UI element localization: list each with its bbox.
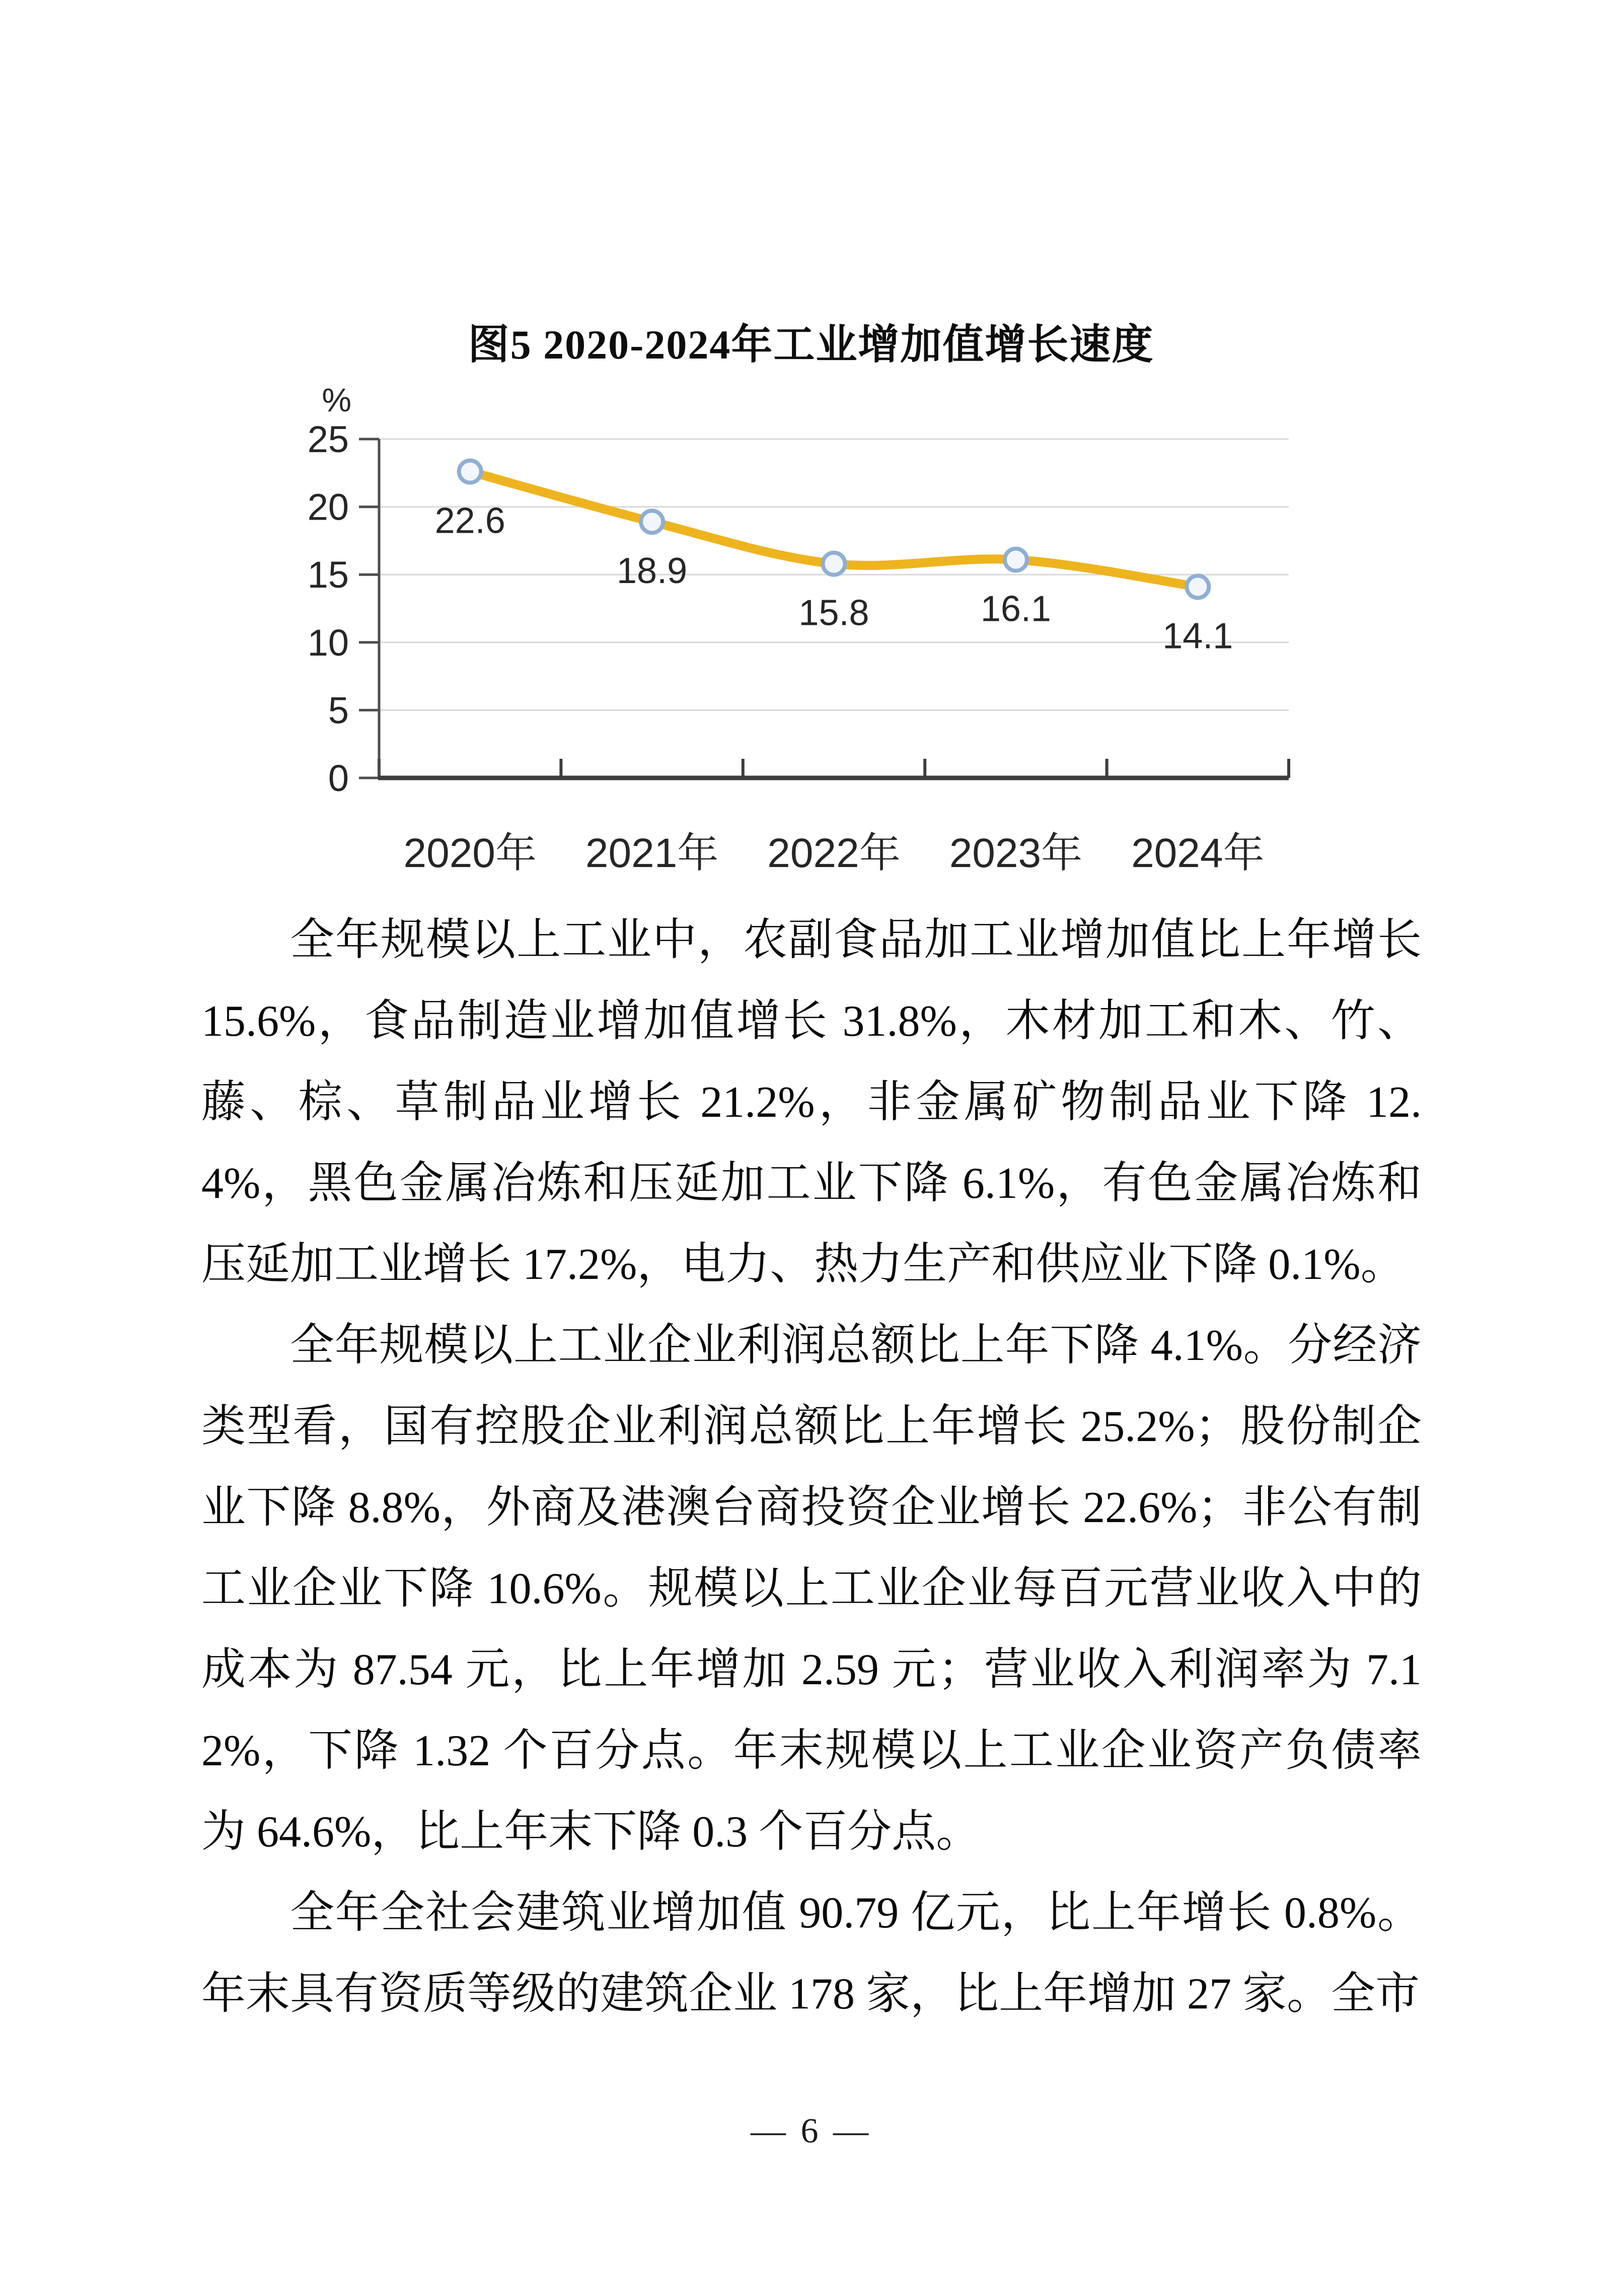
y-tick-label: 5 (328, 689, 349, 732)
x-axis-label: 2021年 (585, 830, 719, 876)
y-tick-label: 25 (307, 418, 349, 460)
chart-title: 图5 2020-2024年工业增加值增长速度 (468, 322, 1154, 368)
growth-line-chart (201, 383, 1421, 891)
figure-5-block (201, 317, 1421, 891)
y-tick-label: 0 (328, 757, 349, 799)
body-paragraph: 全年规模以上工业中，农副食品加工业增加值比上年增长 15.6%，食品制造业增加值增长 31.8%，木材加工和木、竹、藤、棕、草制品业增长 21.2%，非金属矿物制品业下降 12.4%，黑色金属冶炼和压延加工业下降 6.1%，有色金属冶炼和压延加工业增长 17.2%，电力、热力生产和供应业下降 0.1%。 (201, 916, 1422, 1289)
data-point-marker (1187, 576, 1209, 598)
x-axis-label: 2024年 (1131, 830, 1265, 876)
data-point-marker (459, 461, 481, 483)
y-tick-label: 15 (307, 554, 349, 596)
body-text (201, 900, 1422, 2035)
body-paragraph: 全年规模以上工业企业利润总额比上年下降 4.1%。分经济类型看，国有控股企业利润总额比上年增长 25.2%；股份制企业下降 8.8%，外商及港澳台商投资企业增长 22.6%；非公有制工业企业下降 10.6%。规模以上工业企业每百元营业收入中的成本为 87.54 元，比上年增加 2.59 元；营业收入利润率为 7.12%，下降 1.32 个百分点。年末规模以上工业企业资产负债率为 64.6%，比上年末下降 0.3 个百分点。 (201, 1321, 1422, 1856)
x-axis-label: 2020年 (403, 830, 537, 876)
page-number: — 6 — (751, 2112, 871, 2150)
data-point-marker (823, 553, 845, 575)
y-tick-label: 10 (307, 621, 349, 664)
x-axis-label: 2022年 (767, 830, 901, 876)
data-point-label: 15.8 (798, 593, 869, 633)
body-paragraph: 全年全社会建筑业增加值 90.79 亿元，比上年增长 0.8%。年末具有资质等级的建筑企业 178 家，比上年增加 27 家。全市 (201, 1889, 1422, 2019)
data-point-label: 18.9 (617, 551, 688, 592)
data-point-label: 16.1 (980, 589, 1051, 629)
y-tick-label: 20 (307, 486, 349, 528)
x-axis-label: 2023年 (949, 830, 1083, 876)
data-point-label: 14.1 (1162, 616, 1233, 657)
data-point-label: 22.6 (434, 500, 505, 541)
y-axis-unit-label: % (322, 383, 351, 418)
data-point-marker (1005, 549, 1027, 571)
data-point-marker (641, 511, 663, 533)
